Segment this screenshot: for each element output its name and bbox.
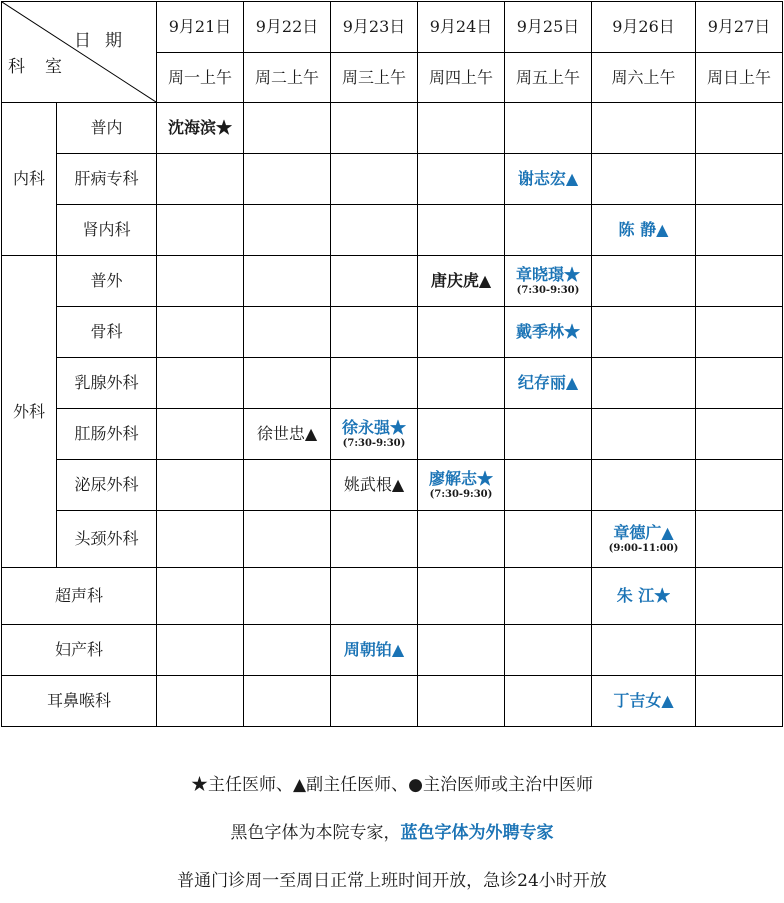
schedule-cell (244, 460, 331, 511)
schedule-cell (696, 154, 783, 205)
schedule-cell (592, 568, 696, 625)
schedule-row (2, 256, 783, 307)
schedule-cell (505, 154, 592, 205)
date-header-5: 9月25日 (505, 2, 592, 53)
dept-name: 骨科 (57, 307, 157, 358)
legend-hours: 普通门诊周一至周日正常上班时间开放，急诊24小时开放 (177, 871, 607, 891)
doctor-name: 徐永强★ (341, 417, 406, 437)
schedule-cell (505, 409, 592, 460)
schedule-row (2, 409, 783, 460)
schedule-cell (505, 625, 592, 676)
date-header-7: 9月27日 (696, 2, 783, 53)
schedule-cell (696, 205, 783, 256)
schedule-row (2, 568, 783, 625)
weekday-header-1: 周一上午 (157, 53, 244, 103)
schedule-cell (331, 358, 418, 409)
schedule-cell (418, 307, 505, 358)
schedule-cell (331, 625, 418, 676)
schedule-row (2, 154, 783, 205)
schedule-cell (592, 154, 696, 205)
schedule-cell (331, 676, 418, 727)
date-header-6: 9月26日 (592, 2, 696, 53)
dept-name: 普内 (57, 103, 157, 154)
doctor-name: 唐庆虎▲ (430, 271, 492, 291)
header-dept-label: 科室 (8, 57, 82, 77)
schedule-cell (696, 358, 783, 409)
schedule-cell (505, 256, 592, 307)
doctor-name: 廖解志★ (428, 468, 493, 488)
schedule-cell (244, 511, 331, 568)
schedule-cell (418, 154, 505, 205)
schedule-cell (244, 568, 331, 625)
schedule-cell (592, 103, 696, 154)
dept-name: 乳腺外科 (57, 358, 157, 409)
doctor-name: 纪存丽▲ (517, 373, 579, 393)
schedule-row (2, 103, 783, 154)
clinic-time: (7:30-9:30) (429, 489, 493, 501)
schedule-cell (505, 676, 592, 727)
schedule-cell (418, 256, 505, 307)
clinic-time: (7:30-9:30) (516, 285, 580, 297)
schedule-cell (331, 154, 418, 205)
dept-name: 妇产科 (2, 625, 157, 676)
schedule-cell (244, 307, 331, 358)
schedule-cell (592, 676, 696, 727)
schedule-row (2, 511, 783, 568)
schedule-cell (418, 409, 505, 460)
clinic-time: (7:30-9:30) (342, 438, 406, 450)
schedule-cell (505, 103, 592, 154)
weekday-header-6: 周六上午 (592, 53, 696, 103)
schedule-cell (331, 460, 418, 511)
schedule-cell (331, 103, 418, 154)
schedule-cell (418, 625, 505, 676)
schedule-cell (505, 358, 592, 409)
dept-name: 泌尿外科 (57, 460, 157, 511)
schedule-cell (592, 358, 696, 409)
schedule-cell (418, 676, 505, 727)
schedule-cell (157, 511, 244, 568)
schedule-cell (244, 409, 331, 460)
schedule-cell (244, 358, 331, 409)
dept-name: 肾内科 (57, 205, 157, 256)
legend-rank: ★主任医师、▲副主任医师、●主治医师或主治中医师 (191, 775, 593, 795)
doctor-name: 徐世忠▲ (256, 424, 318, 444)
schedule-cell (157, 568, 244, 625)
schedule-cell (696, 103, 783, 154)
schedule-cell (592, 511, 696, 568)
schedule-cell (696, 307, 783, 358)
legend-external-text: 蓝色字体为外聘专家 (400, 823, 554, 843)
schedule-cell (244, 625, 331, 676)
dept-name: 肝病专科 (57, 154, 157, 205)
schedule-cell (505, 511, 592, 568)
schedule-cell (696, 625, 783, 676)
date-header-2: 9月22日 (244, 2, 331, 53)
doctor-name: 朱 江★ (616, 586, 671, 606)
schedule-cell (157, 625, 244, 676)
schedule-cell (331, 205, 418, 256)
schedule-row (2, 625, 783, 676)
schedule-cell (696, 409, 783, 460)
schedule-cell (592, 409, 696, 460)
schedule-cell (505, 568, 592, 625)
schedule-cell (244, 103, 331, 154)
doctor-name: 戴季林★ (515, 322, 580, 342)
weekday-header-3: 周三上午 (331, 53, 418, 103)
schedule-cell (331, 568, 418, 625)
dept-group-surgery: 外科 (2, 256, 57, 568)
schedule-cell (592, 625, 696, 676)
doctor-name: 周朝铂▲ (343, 640, 405, 660)
doctor-name: 章德广▲ (613, 522, 674, 542)
dept-name: 耳鼻喉科 (2, 676, 157, 727)
schedule-cell (418, 568, 505, 625)
dept-name: 普外 (57, 256, 157, 307)
date-header-4: 9月24日 (418, 2, 505, 53)
schedule-cell (505, 205, 592, 256)
schedule-cell (157, 205, 244, 256)
schedule-cell (418, 511, 505, 568)
schedule-cell (592, 205, 696, 256)
schedule-cell (418, 103, 505, 154)
schedule-cell (592, 307, 696, 358)
schedule-cell (157, 358, 244, 409)
schedule-cell (418, 205, 505, 256)
schedule-cell (418, 358, 505, 409)
schedule-cell (244, 205, 331, 256)
schedule-cell (696, 568, 783, 625)
schedule-cell (157, 256, 244, 307)
weekday-header-5: 周五上午 (505, 53, 592, 103)
doctor-name: 丁吉女▲ (613, 691, 674, 711)
schedule-table (1, 1, 783, 727)
schedule-cell (331, 511, 418, 568)
schedule-cell (157, 307, 244, 358)
schedule-cell (418, 460, 505, 511)
weekday-header-4: 周四上午 (418, 53, 505, 103)
schedule-cell (244, 676, 331, 727)
schedule-cell (505, 307, 592, 358)
schedule-row (2, 460, 783, 511)
dept-name: 肛肠外科 (57, 409, 157, 460)
schedule-cell (696, 676, 783, 727)
doctor-name: 谢志宏▲ (517, 169, 579, 189)
weekday-header-2: 周二上午 (244, 53, 331, 103)
schedule-row (2, 358, 783, 409)
schedule-cell (331, 409, 418, 460)
doctor-name: 陈 静▲ (618, 220, 669, 240)
schedule-cell (696, 256, 783, 307)
schedule-row (2, 205, 783, 256)
schedule-cell (157, 409, 244, 460)
header-corner (2, 2, 157, 103)
schedule-cell (696, 511, 783, 568)
schedule-cell (244, 256, 331, 307)
schedule-cell (331, 256, 418, 307)
legend-local-text: 黑色字体为本院专家， (230, 823, 401, 843)
schedule-cell (157, 460, 244, 511)
schedule-row (2, 676, 783, 727)
schedule-cell (331, 307, 418, 358)
doctor-name: 姚武根▲ (343, 475, 405, 495)
schedule-cell (696, 460, 783, 511)
schedule-cell (157, 103, 244, 154)
weekday-header-7: 周日上午 (696, 53, 783, 103)
doctor-name: 章晓璟★ (515, 264, 580, 284)
dept-group-internal: 内科 (2, 103, 57, 256)
doctor-name: 沈海滨★ (167, 118, 232, 138)
date-header-3: 9月23日 (331, 2, 418, 53)
header-date-label: 日期 (74, 31, 136, 51)
schedule-cell (592, 256, 696, 307)
schedule-cell (157, 676, 244, 727)
schedule-cell (505, 460, 592, 511)
date-header-1: 9月21日 (157, 2, 244, 53)
legend-color (0, 818, 784, 843)
schedule-cell (592, 460, 696, 511)
schedule-cell (157, 154, 244, 205)
schedule-row (2, 307, 783, 358)
dept-name: 头颈外科 (57, 511, 157, 568)
clinic-time: (9:00-11:00) (608, 543, 679, 555)
diagonal-line (2, 2, 156, 102)
dept-name: 超声科 (2, 568, 157, 625)
schedule-cell (244, 154, 331, 205)
